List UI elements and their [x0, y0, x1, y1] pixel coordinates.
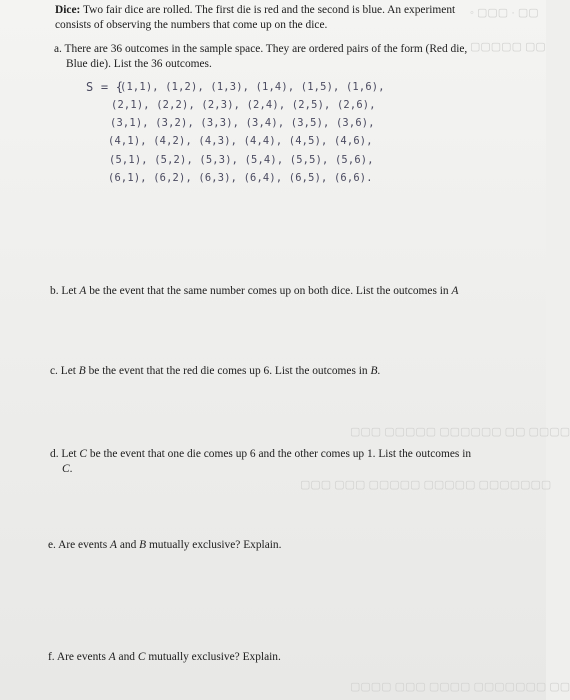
question-d — [50, 447, 520, 477]
question-e-var1: A — [110, 539, 117, 551]
question-b-var2: A — [451, 285, 459, 297]
question-d-var: C — [79, 448, 88, 460]
problem-intro-line1: Two fair dice are rolled. The first die is red and the second is blue. An experiment — [82, 4, 456, 16]
question-e-var2: B — [139, 539, 147, 551]
question-e-pre: e. Are events — [48, 539, 110, 551]
sample-space-row: (3,1), (3,2), (3,3), (3,4), (3,5), (3,6), — [110, 117, 375, 129]
question-e — [48, 538, 281, 553]
sample-space-row: (5,1), (5,2), (5,3), (5,4), (5,5), (5,6), — [109, 154, 374, 166]
question-f-var1: A — [108, 651, 116, 663]
question-b-text: be the event that the same number comes up on both dice. List the outcomes in — [86, 285, 452, 297]
sample-space-lead: S = { — [86, 80, 124, 94]
question-c-var: B — [78, 365, 86, 377]
bleed-through-text: ▢▢▢▢▢ ▢▢ — [470, 41, 546, 53]
sample-space-row: (1,1), (1,2), (1,3), (1,4), (1,5), (1,6), — [120, 81, 385, 93]
question-a-line2: Blue die). List the 36 outcomes. — [66, 58, 212, 70]
question-d-post: . — [69, 463, 73, 475]
bleed-through-text: ▢▢▢ ▢▢▢▢▢ ▢▢▢▢▢▢ ▢▢ ▢▢▢▢ — [350, 426, 570, 438]
question-b-pre: b. Let — [50, 285, 80, 297]
problem-intro — [55, 3, 495, 33]
question-d-pre: d. Let — [50, 448, 80, 460]
question-f-pre: f. Are events — [48, 651, 109, 663]
problem-intro-line2: consists of observing the numbers that come up on the dice. — [55, 19, 328, 31]
bleed-through-text: ▢▢▢ ▢▢▢ ▢▢▢▢▢ ▢▢▢▢▢ ▢▢▢▢▢▢▢ — [300, 479, 552, 491]
question-c — [50, 364, 380, 379]
bleed-through-text: ◦ ▢▢▢ · ▢▢ — [470, 7, 539, 19]
question-f-var2: C — [137, 651, 146, 663]
sample-space-row: (2,1), (2,2), (2,3), (2,4), (2,5), (2,6), — [111, 99, 376, 111]
question-c-text: be the event that the red die comes up 6. List the outcomes in — [85, 365, 371, 377]
question-d-text: be the event that one die comes up 6 and the other comes up 1. List the outcomes in — [87, 448, 472, 460]
question-d-var2: C — [62, 463, 70, 475]
sample-space-row: (6,1), (6,2), (6,3), (6,4), (6,5), (6,6). — [108, 172, 373, 184]
question-a-line1: a. There are 36 outcomes in the sample space. They are ordered pairs of the form (Red die, — [54, 43, 468, 55]
question-a — [54, 42, 534, 72]
question-b-var: A — [79, 285, 87, 297]
problem-label: Dice: — [55, 4, 81, 16]
question-e-mid: and — [116, 539, 140, 551]
question-f-mid: and — [115, 651, 138, 663]
question-f — [48, 650, 281, 665]
bleed-through-text: ▢▢▢▢ ▢▢▢ ▢▢▢▢ ▢▢▢▢▢▢▢ ▢▢ — [350, 681, 570, 693]
question-c-post: . — [377, 365, 381, 377]
question-c-pre: c. Let — [50, 365, 79, 377]
question-e-post: mutually exclusive? Explain. — [146, 539, 282, 551]
sample-space-row: (4,1), (4,2), (4,3), (4,4), (4,5), (4,6), — [108, 135, 373, 147]
question-f-post: mutually exclusive? Explain. — [145, 651, 281, 663]
question-c-var2: B — [370, 365, 378, 377]
question-b — [50, 284, 458, 299]
